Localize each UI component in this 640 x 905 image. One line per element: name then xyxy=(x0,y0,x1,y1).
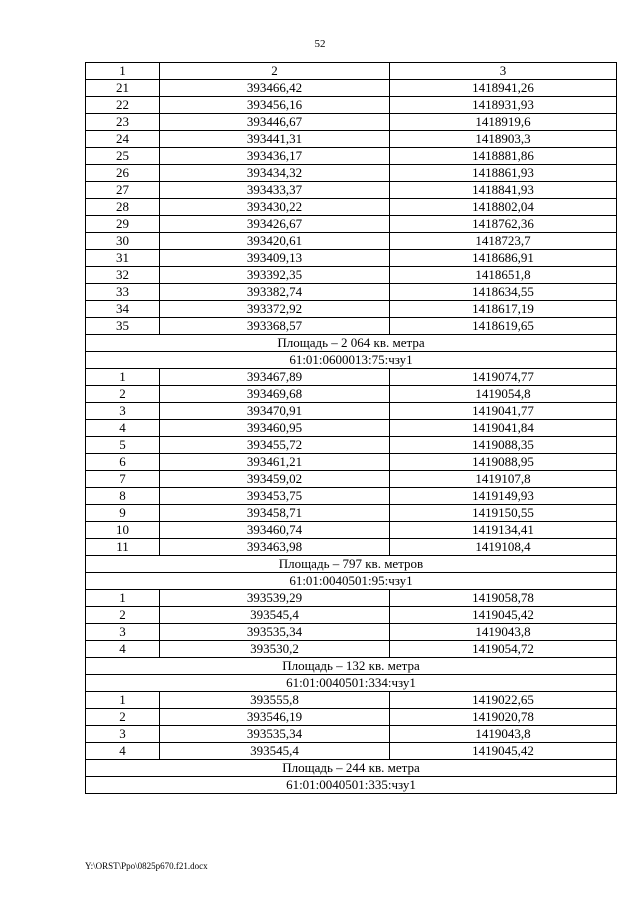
column-header-number: 1 xyxy=(86,63,160,80)
y-coordinate-cell: 1419022,65 xyxy=(390,692,617,709)
point-number-cell: 10 xyxy=(86,522,160,539)
y-coordinate-cell: 1419020,78 xyxy=(390,709,617,726)
y-coordinate-cell: 1418903,3 xyxy=(390,131,617,148)
section-label-cell: 61:01:0600013:75:чзу1 xyxy=(86,352,617,369)
section-label-cell: Площадь – 797 кв. метров xyxy=(86,556,617,573)
section-row xyxy=(86,777,617,794)
x-coordinate-cell: 393555,8 xyxy=(160,692,390,709)
y-coordinate-cell: 1419134,41 xyxy=(390,522,617,539)
point-number-cell: 25 xyxy=(86,148,160,165)
x-coordinate-cell: 393382,74 xyxy=(160,284,390,301)
x-coordinate-cell: 393436,17 xyxy=(160,148,390,165)
y-coordinate-cell: 1419058,78 xyxy=(390,590,617,607)
point-number-cell: 31 xyxy=(86,250,160,267)
point-number-cell: 3 xyxy=(86,624,160,641)
y-coordinate-cell: 1419149,93 xyxy=(390,488,617,505)
x-coordinate-cell: 393453,75 xyxy=(160,488,390,505)
table-header-row xyxy=(86,63,617,80)
point-number-cell: 30 xyxy=(86,233,160,250)
point-number-cell: 4 xyxy=(86,743,160,760)
x-coordinate-cell: 393535,34 xyxy=(160,624,390,641)
section-row xyxy=(86,335,617,352)
x-coordinate-cell: 393460,74 xyxy=(160,522,390,539)
table-row xyxy=(86,131,617,148)
y-coordinate-cell: 1419088,35 xyxy=(390,437,617,454)
section-row xyxy=(86,573,617,590)
section-label-cell: 61:01:0040501:335:чзу1 xyxy=(86,777,617,794)
y-coordinate-cell: 1418919,6 xyxy=(390,114,617,131)
table-row xyxy=(86,267,617,284)
point-number-cell: 8 xyxy=(86,488,160,505)
x-coordinate-cell: 393434,32 xyxy=(160,165,390,182)
y-coordinate-cell: 1419041,84 xyxy=(390,420,617,437)
point-number-cell: 2 xyxy=(86,709,160,726)
table-row xyxy=(86,692,617,709)
table-row xyxy=(86,471,617,488)
table-row xyxy=(86,284,617,301)
x-coordinate-cell: 393433,37 xyxy=(160,182,390,199)
y-coordinate-cell: 1419043,8 xyxy=(390,624,617,641)
table-row xyxy=(86,369,617,386)
point-number-cell: 26 xyxy=(86,165,160,182)
y-coordinate-cell: 1418841,93 xyxy=(390,182,617,199)
point-number-cell: 6 xyxy=(86,454,160,471)
point-number-cell: 1 xyxy=(86,369,160,386)
section-row xyxy=(86,658,617,675)
table-row xyxy=(86,420,617,437)
table-row xyxy=(86,386,617,403)
point-number-cell: 27 xyxy=(86,182,160,199)
table-row xyxy=(86,522,617,539)
column-header-x: 2 xyxy=(160,63,390,80)
y-coordinate-cell: 1419074,77 xyxy=(390,369,617,386)
coordinates-table xyxy=(85,62,617,794)
x-coordinate-cell: 393430,22 xyxy=(160,199,390,216)
point-number-cell: 1 xyxy=(86,590,160,607)
x-coordinate-cell: 393461,21 xyxy=(160,454,390,471)
y-coordinate-cell: 1419045,42 xyxy=(390,607,617,624)
point-number-cell: 3 xyxy=(86,403,160,420)
coordinates-table-body xyxy=(86,63,617,794)
point-number-cell: 5 xyxy=(86,437,160,454)
y-coordinate-cell: 1419041,77 xyxy=(390,403,617,420)
x-coordinate-cell: 393466,42 xyxy=(160,80,390,97)
section-label-cell: Площадь – 132 кв. метра xyxy=(86,658,617,675)
table-row xyxy=(86,233,617,250)
point-number-cell: 3 xyxy=(86,726,160,743)
table-row xyxy=(86,488,617,505)
table-row xyxy=(86,301,617,318)
section-row xyxy=(86,675,617,692)
table-row xyxy=(86,182,617,199)
x-coordinate-cell: 393546,19 xyxy=(160,709,390,726)
point-number-cell: 11 xyxy=(86,539,160,556)
table-row xyxy=(86,437,617,454)
x-coordinate-cell: 393409,13 xyxy=(160,250,390,267)
x-coordinate-cell: 393426,67 xyxy=(160,216,390,233)
x-coordinate-cell: 393420,61 xyxy=(160,233,390,250)
y-coordinate-cell: 1419088,95 xyxy=(390,454,617,471)
x-coordinate-cell: 393463,98 xyxy=(160,539,390,556)
footer-file-path: Y:\ORST\Ppo\0825p670.f21.docx xyxy=(85,861,208,871)
y-coordinate-cell: 1418619,65 xyxy=(390,318,617,335)
y-coordinate-cell: 1418651,8 xyxy=(390,267,617,284)
table-row xyxy=(86,539,617,556)
y-coordinate-cell: 1418617,19 xyxy=(390,301,617,318)
table-row xyxy=(86,505,617,522)
table-row xyxy=(86,148,617,165)
x-coordinate-cell: 393455,72 xyxy=(160,437,390,454)
x-coordinate-cell: 393545,4 xyxy=(160,743,390,760)
y-coordinate-cell: 1419054,8 xyxy=(390,386,617,403)
y-coordinate-cell: 1419107,8 xyxy=(390,471,617,488)
table-row xyxy=(86,97,617,114)
table-row xyxy=(86,80,617,97)
y-coordinate-cell: 1419045,42 xyxy=(390,743,617,760)
point-number-cell: 22 xyxy=(86,97,160,114)
page-number: 52 xyxy=(314,38,326,50)
point-number-cell: 1 xyxy=(86,692,160,709)
section-row xyxy=(86,352,617,369)
x-coordinate-cell: 393545,4 xyxy=(160,607,390,624)
y-coordinate-cell: 1418941,26 xyxy=(390,80,617,97)
table-row xyxy=(86,624,617,641)
y-coordinate-cell: 1419150,55 xyxy=(390,505,617,522)
table-row xyxy=(86,726,617,743)
point-number-cell: 33 xyxy=(86,284,160,301)
point-number-cell: 32 xyxy=(86,267,160,284)
section-label-cell: 61:01:0040501:334:чзу1 xyxy=(86,675,617,692)
y-coordinate-cell: 1419108,4 xyxy=(390,539,617,556)
table-row xyxy=(86,590,617,607)
x-coordinate-cell: 393441,31 xyxy=(160,131,390,148)
section-row xyxy=(86,556,617,573)
x-coordinate-cell: 393372,92 xyxy=(160,301,390,318)
table-row xyxy=(86,165,617,182)
x-coordinate-cell: 393456,16 xyxy=(160,97,390,114)
x-coordinate-cell: 393392,35 xyxy=(160,267,390,284)
x-coordinate-cell: 393467,89 xyxy=(160,369,390,386)
table-row xyxy=(86,114,617,131)
table-row xyxy=(86,216,617,233)
point-number-cell: 2 xyxy=(86,607,160,624)
point-number-cell: 35 xyxy=(86,318,160,335)
y-coordinate-cell: 1419043,8 xyxy=(390,726,617,743)
y-coordinate-cell: 1418881,86 xyxy=(390,148,617,165)
x-coordinate-cell: 393469,68 xyxy=(160,386,390,403)
point-number-cell: 34 xyxy=(86,301,160,318)
x-coordinate-cell: 393458,71 xyxy=(160,505,390,522)
x-coordinate-cell: 393368,57 xyxy=(160,318,390,335)
x-coordinate-cell: 393459,02 xyxy=(160,471,390,488)
table-row xyxy=(86,199,617,216)
point-number-cell: 21 xyxy=(86,80,160,97)
x-coordinate-cell: 393460,95 xyxy=(160,420,390,437)
y-coordinate-cell: 1418762,36 xyxy=(390,216,617,233)
point-number-cell: 2 xyxy=(86,386,160,403)
point-number-cell: 23 xyxy=(86,114,160,131)
table-row xyxy=(86,641,617,658)
y-coordinate-cell: 1419054,72 xyxy=(390,641,617,658)
table-row xyxy=(86,743,617,760)
table-row xyxy=(86,318,617,335)
point-number-cell: 29 xyxy=(86,216,160,233)
x-coordinate-cell: 393446,67 xyxy=(160,114,390,131)
y-coordinate-cell: 1418723,7 xyxy=(390,233,617,250)
x-coordinate-cell: 393470,91 xyxy=(160,403,390,420)
point-number-cell: 28 xyxy=(86,199,160,216)
x-coordinate-cell: 393539,29 xyxy=(160,590,390,607)
table-row xyxy=(86,250,617,267)
y-coordinate-cell: 1418802,04 xyxy=(390,199,617,216)
y-coordinate-cell: 1418634,55 xyxy=(390,284,617,301)
y-coordinate-cell: 1418931,93 xyxy=(390,97,617,114)
x-coordinate-cell: 393535,34 xyxy=(160,726,390,743)
section-label-cell: 61:01:0040501:95:чзу1 xyxy=(86,573,617,590)
table-row xyxy=(86,403,617,420)
table-row xyxy=(86,709,617,726)
table-row xyxy=(86,454,617,471)
x-coordinate-cell: 393530,2 xyxy=(160,641,390,658)
section-label-cell: Площадь – 244 кв. метра xyxy=(86,760,617,777)
point-number-cell: 24 xyxy=(86,131,160,148)
point-number-cell: 7 xyxy=(86,471,160,488)
table-row xyxy=(86,607,617,624)
point-number-cell: 9 xyxy=(86,505,160,522)
y-coordinate-cell: 1418861,93 xyxy=(390,165,617,182)
section-row xyxy=(86,760,617,777)
y-coordinate-cell: 1418686,91 xyxy=(390,250,617,267)
section-label-cell: Площадь – 2 064 кв. метра xyxy=(86,335,617,352)
point-number-cell: 4 xyxy=(86,420,160,437)
column-header-y: 3 xyxy=(390,63,617,80)
point-number-cell: 4 xyxy=(86,641,160,658)
